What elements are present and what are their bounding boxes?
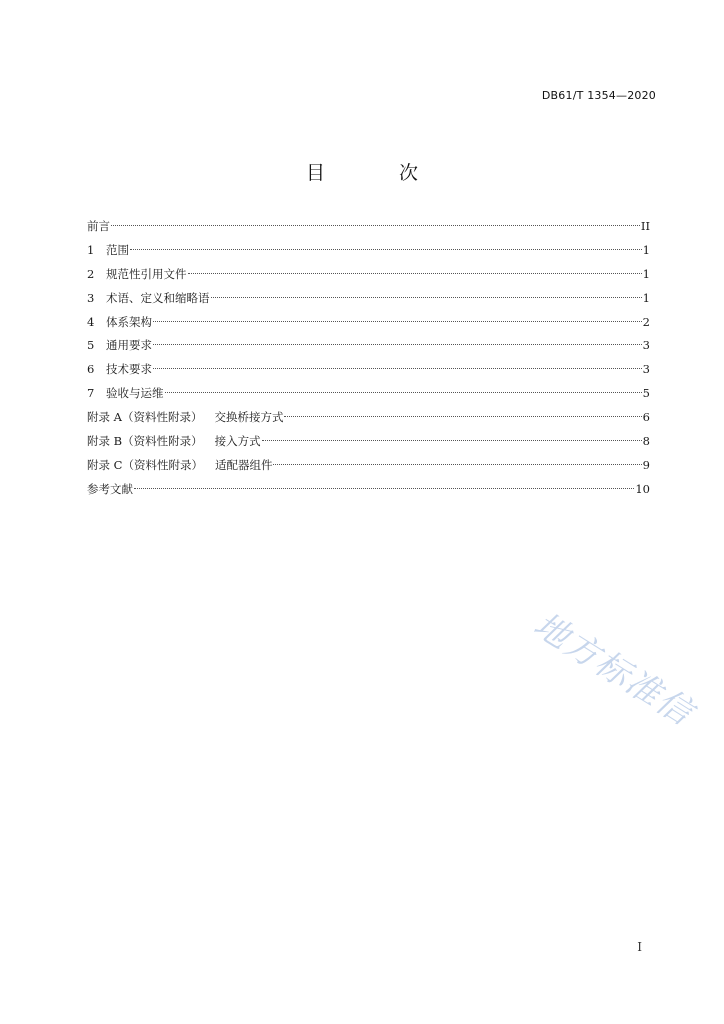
toc-page-number: 3 [642,338,650,353]
toc-entry-appendix-b[interactable] [87,430,650,454]
dot-leader [134,488,634,489]
toc-entry-label: 通用要求 [106,338,152,353]
toc-entry-label: 技术要求 [106,362,152,377]
toc-page-number: II [640,219,650,233]
toc-appendix-title: 交换桥接方式 [214,410,284,425]
dot-leader [211,297,642,298]
dot-leader [262,440,642,441]
footer-page-number: I [637,940,642,954]
toc-section-number: 5 [87,338,95,353]
toc-section-number: 6 [87,362,95,377]
toc-entry-1[interactable] [87,239,650,263]
toc-entry-references[interactable] [87,478,650,502]
toc-entry-7[interactable] [87,382,650,406]
toc-appendix-title: 适配器组件 [214,457,273,472]
toc-section-number: 4 [87,314,95,329]
toc-page-number: 1 [642,290,650,305]
toc-entry-appendix-a[interactable] [87,406,650,430]
toc-section-number: 2 [87,266,95,281]
toc-page-number: 2 [642,314,650,329]
toc-appendix-title: 接入方式 [214,434,261,449]
toc-page-number: 9 [642,457,650,472]
toc-page-number: 5 [642,386,650,401]
toc-appendix-label: 附录 A（资料性附录） [87,410,203,425]
toc-entry-label: 范围 [106,242,129,257]
toc-entry-4[interactable] [87,311,650,335]
toc-page-number: 1 [642,242,650,257]
dot-leader [153,368,642,369]
toc-entry-label: 体系架构 [106,314,152,329]
dot-leader [111,225,640,226]
toc-entry-3[interactable] [87,287,650,311]
toc-entry-label: 验收与运维 [106,386,164,401]
toc-page-number: 1 [642,266,650,281]
dot-leader [153,321,642,322]
toc-section-number: 7 [87,386,95,401]
toc-entry-label: 术语、定义和缩略语 [106,290,210,305]
toc-entry-5[interactable] [87,334,650,358]
dot-leader [153,344,642,345]
dot-leader [284,416,641,417]
dot-leader [130,249,642,250]
dot-leader [273,464,641,465]
watermark: 地方标准信 [526,604,701,735]
toc-page-number: 3 [642,362,650,377]
table-of-contents [87,215,650,502]
toc-entry-label: 前言 [87,219,110,233]
toc-entry-6[interactable] [87,358,650,382]
dot-leader [165,392,642,393]
toc-entry-appendix-c[interactable] [87,454,650,478]
toc-entry-foreword[interactable] [87,215,650,239]
toc-entry-label: 参考文献 [87,481,133,496]
toc-section-number: 1 [87,242,95,257]
toc-page-number: 6 [642,410,650,425]
toc-page-number: 10 [635,481,650,496]
toc-appendix-label: 附录 B（资料性附录） [87,434,203,449]
toc-entry-2[interactable] [87,263,650,287]
dot-leader [188,273,642,274]
toc-section-number: 3 [87,290,95,305]
toc-page-number: 8 [642,434,650,449]
toc-entry-label: 规范性引用文件 [106,266,187,281]
page-title: 目 次 [305,162,453,184]
document-code: DB61/T 1354—2020 [541,89,656,102]
toc-appendix-label: 附录 C（资料性附录） [87,457,203,472]
